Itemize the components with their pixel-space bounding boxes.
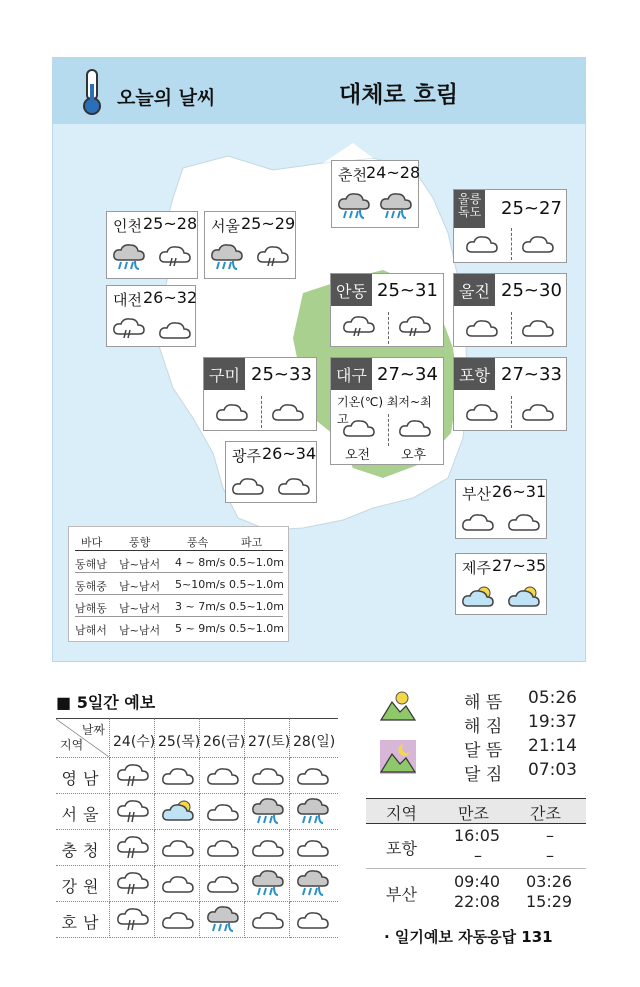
forecast-icon-cell — [290, 866, 338, 902]
table-row — [75, 619, 283, 639]
tide-high: 22:08 — [454, 892, 501, 911]
forecast-region-cell — [56, 830, 110, 866]
forecast-icon-cell — [200, 866, 245, 902]
cloud-drizzle-icon — [341, 312, 377, 342]
cloud-icon — [520, 230, 556, 256]
sun-cloud-icon — [160, 798, 196, 826]
cloud-icon — [205, 762, 241, 790]
forecast-icon-cell — [245, 794, 290, 830]
city-name: 서울 — [211, 217, 240, 235]
cloud-icon — [250, 834, 286, 862]
sea-cell: 동해중 — [75, 580, 107, 593]
cloud-drizzle-icon — [397, 312, 433, 342]
cloud-rain-icon — [205, 906, 241, 934]
city-card-gwangju — [225, 441, 317, 503]
corner-date-label: 날짜 — [81, 723, 105, 737]
forecast-icon-cell — [245, 866, 290, 902]
city-name: 춘천 — [338, 166, 367, 184]
city-card-chuncheon — [331, 160, 419, 228]
city-tag: 안동 — [331, 274, 372, 306]
city-tag: 포항 — [454, 358, 495, 390]
forecast-icon-cell — [200, 902, 245, 938]
sea-cell: 남해동 — [75, 602, 107, 615]
cloud-icon — [295, 906, 331, 934]
forecast-icon-cell — [290, 902, 338, 938]
card-divider — [388, 414, 389, 446]
forecast-day-header: 24(수) — [110, 718, 155, 758]
cloud-icon — [464, 314, 500, 340]
city-temp: 27~35 — [492, 556, 547, 575]
table-row — [75, 575, 283, 595]
cloud-icon — [160, 762, 196, 790]
cloud-icon — [214, 398, 250, 424]
legend-pm: 오후 — [401, 448, 427, 463]
table-row — [75, 597, 283, 617]
cloud-icon — [397, 414, 433, 440]
cloud-icon — [205, 798, 241, 826]
forecast-icon-cell — [155, 866, 200, 902]
sea-header-cell: 파고 — [241, 536, 263, 549]
cloud-icon — [460, 508, 496, 534]
forecast-icon-cell — [155, 902, 200, 938]
cloud-icon — [230, 472, 266, 498]
legend-am: 오전 — [345, 448, 371, 463]
city-card-daegu — [330, 357, 444, 465]
cloud-icon — [520, 314, 556, 340]
sun-mountain-icon — [380, 688, 416, 722]
forecast-region: 강원 — [61, 877, 105, 896]
city-temp: 26~32 — [143, 288, 198, 307]
forecast-region: 서울 — [61, 805, 105, 824]
cloud-drizzle-icon — [115, 834, 151, 862]
city-temp: 24~28 — [366, 163, 421, 182]
card-divider — [511, 396, 512, 428]
forecast-icon-cell — [290, 758, 338, 794]
sun-cloud-icon — [506, 584, 542, 610]
sea-header-cell: 풍속 — [187, 536, 209, 549]
forecast-icon-cell — [200, 758, 245, 794]
forecast-day-header: 27(토) — [245, 718, 290, 758]
cloud-rain-icon — [250, 798, 286, 826]
city-card-uljin — [453, 273, 567, 347]
city-temp: 25~27 — [501, 198, 562, 219]
tide-header-cell: 지역 — [386, 804, 417, 823]
tide-low: 03:26 — [526, 872, 573, 891]
tide-region: 포항 — [386, 839, 417, 858]
cloud-icon — [250, 906, 286, 934]
forecast-icon-cell — [200, 794, 245, 830]
city-name: 제주 — [462, 559, 491, 577]
forecast-day-header: 26(금) — [200, 718, 245, 758]
city-temp: 25~31 — [377, 280, 438, 301]
sea-cell: 0.5~1.0m — [229, 600, 284, 613]
cloud-drizzle-icon — [115, 906, 151, 934]
cloud-drizzle-icon — [255, 242, 291, 272]
cloud-icon — [464, 230, 500, 256]
city-card-busan — [455, 479, 547, 539]
cloud-drizzle-icon — [115, 762, 151, 790]
forecast-icon-cell — [110, 866, 155, 902]
sea-cell: 0.5~1.0m — [229, 556, 284, 569]
sea-cell: 남~남서 — [119, 580, 161, 593]
sun-cloud-icon — [460, 584, 496, 610]
overall-condition: 대체로 흐림 — [339, 82, 459, 108]
forecast-icon-cell — [290, 830, 338, 866]
forecast-region: 호남 — [61, 913, 105, 932]
moonset-label: 달 짐 — [464, 765, 503, 785]
moonrise-time: 21:14 — [528, 736, 577, 756]
forecast-icon-cell — [245, 830, 290, 866]
sea-cell: 0.5~1.0m — [229, 578, 284, 591]
cloud-rain-icon — [209, 242, 245, 272]
cloud-rain-icon — [295, 870, 331, 898]
forecast-day-header: 25(목) — [155, 718, 200, 758]
cloud-icon — [270, 398, 306, 424]
sunset-time: 19:37 — [528, 712, 577, 732]
tide-high: 16:05 — [454, 826, 501, 845]
sea-cell: 남~남서 — [119, 624, 161, 637]
city-temp: 25~29 — [241, 214, 296, 233]
city-card-ulleung — [453, 189, 567, 263]
city-temp: 27~34 — [377, 364, 438, 385]
forecast-region-cell — [56, 866, 110, 902]
sea-cell: 0.5~1.0m — [229, 622, 284, 635]
city-card-incheon — [106, 211, 198, 279]
tide-high: 09:40 — [454, 872, 501, 891]
forecast-icon-cell — [290, 794, 338, 830]
forecast-icon-cell — [245, 902, 290, 938]
auto-response-line: · 일기예보 자동응답 131 — [384, 928, 553, 946]
tide-low: – — [546, 826, 554, 845]
cloud-rain-icon — [295, 798, 331, 826]
cloud-rain-icon — [336, 191, 372, 221]
sea-cell: 3 ~ 7m/s — [175, 600, 226, 613]
city-card-jeju — [455, 553, 547, 615]
cloud-icon — [205, 834, 241, 862]
sea-cell: 5 ~ 9m/s — [175, 622, 226, 635]
city-temp: 26~34 — [262, 444, 317, 463]
cloud-icon — [160, 870, 196, 898]
sea-header-row — [75, 531, 283, 551]
moon-mountain-icon — [380, 740, 416, 774]
city-card-seoul — [204, 211, 296, 279]
sunrise-time: 05:26 — [528, 688, 577, 708]
sea-cell: 남~남서 — [119, 558, 161, 571]
city-name: 광주 — [232, 447, 261, 465]
city-temp: 25~30 — [501, 280, 562, 301]
cloud-icon — [295, 834, 331, 862]
forecast-region-cell — [56, 794, 110, 830]
cloud-icon — [464, 398, 500, 424]
cloud-icon — [160, 834, 196, 862]
cloud-drizzle-icon — [115, 870, 151, 898]
forecast-icon-cell — [110, 758, 155, 794]
card-divider — [261, 396, 262, 428]
city-temp: 26~31 — [492, 482, 547, 501]
city-card-daejeon — [106, 285, 196, 347]
forecast-table — [56, 718, 338, 938]
city-temp: 25~28 — [143, 214, 198, 233]
forecast-region-cell — [56, 902, 110, 938]
legend-temp-range: 기온(℃) 최저~최고 — [337, 395, 432, 426]
sea-cell: 5~10m/s — [175, 578, 226, 591]
tide-region: 부산 — [386, 885, 417, 904]
sea-cell: 남해서 — [75, 624, 107, 637]
tide-divider — [366, 868, 586, 869]
forecast-icon-cell — [155, 830, 200, 866]
city-name: 인천 — [113, 217, 142, 235]
sea-cell: 남~남서 — [119, 602, 161, 615]
sunset-label: 해 짐 — [464, 717, 503, 737]
sea-cell: 동해남 — [75, 558, 107, 571]
forecast-icon-cell — [110, 902, 155, 938]
cloud-icon — [160, 906, 196, 934]
moonset-time: 07:03 — [528, 760, 577, 780]
tide-low: – — [546, 846, 554, 865]
tide-header-cell: 간조 — [530, 804, 561, 823]
cloud-icon — [205, 870, 241, 898]
forecast-icon-cell — [110, 830, 155, 866]
cloud-icon — [276, 472, 312, 498]
sea-header-cell: 바다 — [81, 536, 103, 549]
card-divider — [388, 312, 389, 344]
city-tag: 울진 — [454, 274, 495, 306]
card-divider — [511, 312, 512, 344]
forecast-region: 충청 — [61, 841, 105, 860]
moonrise-label: 달 뜸 — [464, 741, 503, 761]
forecast-day-header: 28(일) — [290, 718, 338, 758]
forecast-icon-cell — [155, 794, 200, 830]
tide-table — [366, 798, 586, 918]
cloud-drizzle-icon — [115, 798, 151, 826]
page-title: 오늘의 날씨 — [117, 87, 216, 109]
cloud-icon — [341, 414, 377, 440]
cloud-drizzle-icon — [157, 242, 193, 272]
sunrise-label: 해 뜸 — [464, 693, 503, 713]
sea-header-cell: 풍향 — [129, 536, 151, 549]
city-tag: 대구 — [331, 358, 372, 390]
city-temp: 25~33 — [251, 364, 312, 385]
forecast-icon-cell — [245, 758, 290, 794]
forecast-icon-cell — [155, 758, 200, 794]
cloud-icon — [157, 316, 193, 342]
city-tag: 구미 — [204, 358, 245, 390]
forecast-corner — [56, 718, 110, 758]
forecast-region: 영남 — [61, 769, 105, 788]
cloud-icon — [250, 762, 286, 790]
forecast-icon-cell — [110, 794, 155, 830]
sea-cell: 4 ~ 8m/s — [175, 556, 226, 569]
city-card-gumi — [203, 357, 317, 431]
city-name: 부산 — [462, 485, 491, 503]
tide-header-cell: 만조 — [458, 804, 489, 823]
cloud-icon — [295, 762, 331, 790]
corner-region-label: 지역 — [60, 738, 84, 752]
city-tag: 울릉 독도 — [454, 190, 485, 228]
tide-high: – — [474, 846, 482, 865]
city-card-andong — [330, 273, 444, 347]
cloud-icon — [520, 398, 556, 424]
cloud-rain-icon — [378, 191, 414, 221]
card-divider — [511, 228, 512, 260]
city-name: 대전 — [113, 291, 142, 309]
city-temp: 27~33 — [501, 364, 562, 385]
sea-conditions-table — [68, 526, 289, 642]
cloud-rain-icon — [250, 870, 286, 898]
cloud-rain-icon — [111, 242, 147, 272]
city-card-pohang — [453, 357, 567, 431]
tide-header-row — [366, 798, 586, 824]
forecast-title: ■ 5일간 예보 — [56, 693, 156, 712]
tide-low: 15:29 — [526, 892, 573, 911]
forecast-icon-cell — [200, 830, 245, 866]
forecast-region-cell — [56, 758, 110, 794]
cloud-icon — [506, 508, 542, 534]
cloud-drizzle-icon — [111, 314, 147, 344]
table-row — [75, 553, 283, 573]
